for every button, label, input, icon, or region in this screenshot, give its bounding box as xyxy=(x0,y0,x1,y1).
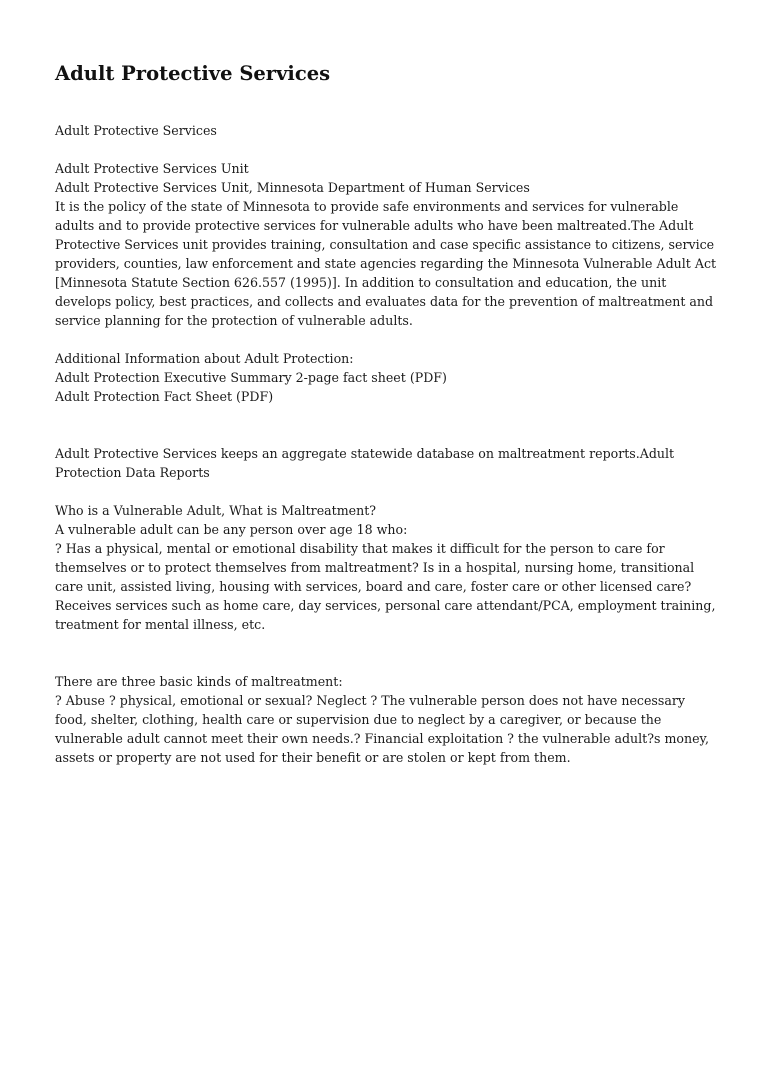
executive-summary-link[interactable]: Adult Protection Executive Summary 2-page fact sheet (PDF) xyxy=(55,370,447,385)
spacer xyxy=(55,330,720,349)
spacer xyxy=(55,90,720,121)
maltreatment-heading: There are three basic kinds of maltreatment: xyxy=(55,674,343,689)
policy-paragraph: It is the policy of the state of Minnesota to provide safe environments and services for vulnerable adults and to provide protective services for vulnerable adults who have been maltreated.The Adult Protective Services unit provides training, consultation and case specific assistance to citizens, service providers, counties, law enforcement and state agencies regarding the Minnesota Vulnerable Adult Act [Minnesota Statute Section 626.557 (1995)]. In addition to consultation and education, the unit develops policy, best practices, and collects and evaluates data for the prevention of maltreatment and service planning for the protection of vulnerable adults. xyxy=(55,199,717,328)
spacer xyxy=(55,482,720,501)
vulnerable-paragraph: ? Has a physical, mental or emotional disability that makes it difficult for the person to care for themselves or to protect themselves from maltreatment? Is in a hospital, nursing home, transitional care unit, assisted living, housing with services, board and care, foster care or other licensed care? Receives services such as home care, day services, personal care attendant/PCA, employment training, treatment for mental illness, etc. xyxy=(55,541,716,632)
spacer xyxy=(55,140,720,159)
fact-sheet-link[interactable]: Adult Protection Fact Sheet (PDF) xyxy=(55,389,274,404)
subtitle: Adult Protective Services xyxy=(55,123,217,138)
database-paragraph: Adult Protective Services keeps an aggregate statewide database on maltreatment reports.Adult Protection Data Reports xyxy=(55,446,675,480)
additional-info-heading: Additional Information about Adult Protection: xyxy=(55,351,354,366)
vulnerable-intro: A vulnerable adult can be any person over age 18 who: xyxy=(55,522,408,537)
page-title: Adult Protective Services xyxy=(55,62,331,85)
unit-heading: Adult Protective Services Unit xyxy=(55,161,249,176)
maltreatment-paragraph: ? Abuse ? physical, emotional or sexual? Neglect ? The vulnerable person does not have necessary food, shelter, clothing, health care or supervision due to neglect by a caregiver, or because the vulnerable adult cannot meet their own needs.? Financial exploitation ? the vulnerable adult?s money, assets or property are not used for their benefit or are stolen or kept from them. xyxy=(55,693,709,765)
unit-org: Adult Protective Services Unit, Minnesota Department of Human Services xyxy=(55,180,530,195)
vulnerable-heading: Who is a Vulnerable Adult, What is Maltreatment? xyxy=(55,503,377,518)
spacer xyxy=(55,634,720,672)
document-page xyxy=(55,58,720,767)
spacer xyxy=(55,406,720,444)
